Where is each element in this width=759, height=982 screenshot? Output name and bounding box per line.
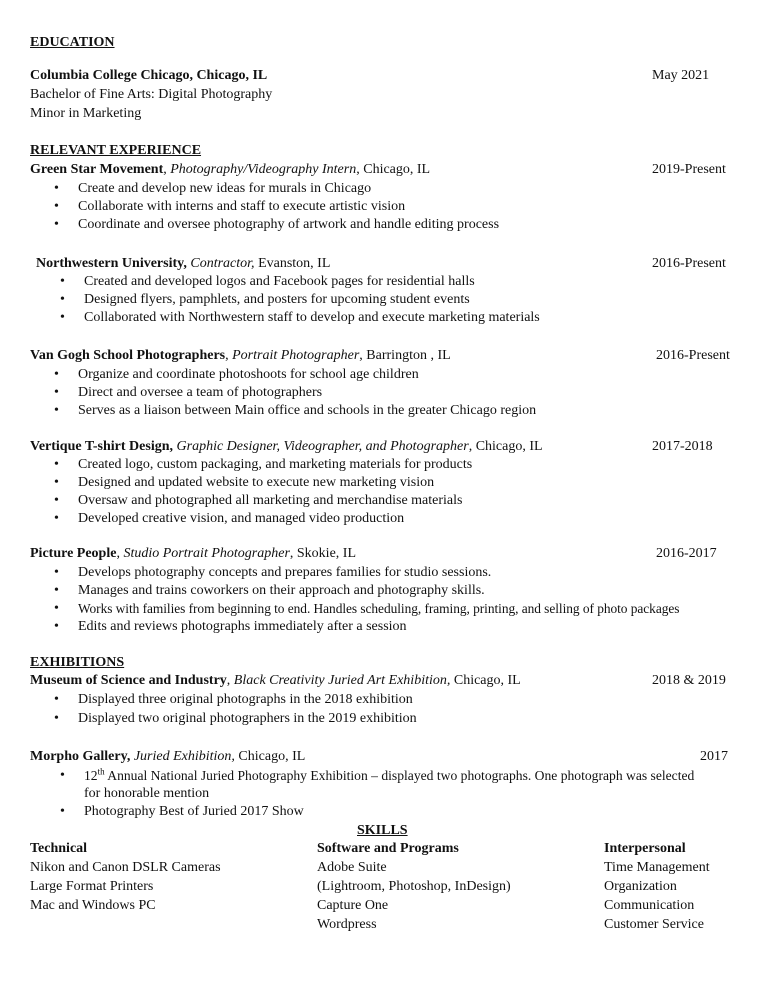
education-minor: Minor in Marketing [30, 106, 142, 121]
skills-item: Communication [604, 898, 695, 913]
skills-item: Organization [604, 879, 677, 894]
job-bullet: • Collaborated with Northwestern staff to develop and execute marketing materials [84, 309, 540, 327]
exhibition-location: Chicago, IL [450, 673, 521, 688]
job-header [30, 545, 356, 563]
job-location: , Barrington , IL [359, 348, 451, 363]
skills-item: (Lightroom, Photoshop, InDesign) [317, 879, 511, 894]
skills-item: Wordpress [317, 917, 377, 932]
skills-item: Large Format Printers [30, 879, 154, 894]
job-bullet: • Serves as a liaison between Main office and schools in the greater Chicago region [78, 402, 536, 420]
job-sep: , [116, 546, 124, 561]
exhibition-bullets [84, 767, 694, 821]
job-org: Picture People [30, 546, 117, 561]
job-header [30, 347, 451, 365]
job-header [30, 161, 430, 179]
job-bullet: • Designed flyers, pamphlets, and posters for upcoming student events [84, 291, 540, 309]
exhibition-bullet-text: Annual National Juried Photography Exhibition – displayed two photographs. One photograph was selected [104, 768, 695, 783]
job-location: Evanston, IL [254, 256, 331, 271]
job-bullets [84, 273, 540, 327]
job-bullet: • Developed creative vision, and managed video production [78, 510, 472, 528]
job-org: Northwestern University, [36, 256, 187, 271]
skills-item: Time Management [604, 860, 710, 875]
exhibition-date: 2017 [700, 749, 728, 764]
job-bullet: • Direct and oversee a team of photographers [78, 384, 536, 402]
exhibition-bullet-num: 12 [84, 768, 98, 783]
job-bullet: • Created logo, custom packaging, and marketing materials for products [78, 456, 472, 474]
exhibition-sep: , [226, 673, 234, 688]
exhibition-org: Museum of Science and Industry [30, 673, 227, 688]
job-bullet: • Works with families from beginning to end. Handles scheduling, framing, printing, and selling of photo packages [78, 600, 679, 618]
skills-column-title: Software and Programs [317, 841, 459, 856]
job-sep: , [225, 348, 233, 363]
skills-item: Mac and Windows PC [30, 898, 156, 913]
job-role: Portrait Photographer [232, 348, 360, 363]
job-bullet: • Created and developed logos and Facebook pages for residential halls [84, 273, 540, 291]
skills-column-title: Technical [30, 841, 88, 856]
exhibition-date: 2018 & 2019 [652, 673, 726, 688]
exhibition-bullet-continuation [84, 785, 694, 803]
job-bullets [78, 564, 679, 636]
job-sep: , [163, 162, 171, 177]
exhibition-bullet: • Displayed three original photographs in the 2018 exhibition [78, 691, 417, 710]
exhibition-header [30, 748, 305, 766]
job-bullet: • Oversaw and photographed all marketing and merchandise materials [78, 492, 472, 510]
job-date: 2019-Present [652, 162, 726, 177]
skills-item: Adobe Suite [317, 860, 387, 875]
job-bullet: • Manages and trains coworkers on their approach and photography skills. [78, 582, 679, 600]
education-date: May 2021 [652, 68, 710, 83]
exhibition-bullet-cont-text: for honorable mention [84, 786, 210, 801]
job-bullet: • Collaborate with interns and staff to execute artistic vision [78, 198, 499, 216]
job-bullets [78, 456, 472, 528]
job-org: Van Gogh School Photographers [30, 348, 226, 363]
skills-column-software [317, 840, 511, 935]
job-org: Vertique T-shirt Design, [30, 439, 174, 454]
job-location: , Chicago, IL [468, 439, 543, 454]
skills-item: Capture One [317, 898, 389, 913]
exhibition-role: Juried Exhibition, [133, 749, 235, 764]
job-bullet: • Create and develop new ideas for murals in Chicago [78, 180, 499, 198]
job-header [30, 438, 543, 456]
exhibition-bullet: • Displayed two original photographers in the 2019 exhibition [78, 710, 417, 729]
job-role: Graphic Designer, Videographer, and Photographer [176, 439, 469, 454]
job-header [36, 255, 330, 273]
skills-column-technical [30, 840, 221, 916]
experience-heading: RELEVANT EXPERIENCE [30, 143, 202, 158]
exhibition-org: Morpho Gallery, [30, 749, 131, 764]
job-org: Green Star Movement [30, 162, 164, 177]
exhibition-bullet-sup: th [97, 766, 105, 777]
exhibition-bullets [78, 691, 417, 729]
education-school: Columbia College Chicago, Chicago, IL [30, 68, 268, 83]
exhibition-header [30, 672, 521, 690]
job-bullet: • Coordinate and oversee photography of artwork and handle editing process [78, 216, 499, 234]
job-bullet: • Develops photography concepts and prepares families for studio sessions. [78, 564, 679, 582]
skills-heading: SKILLS [357, 823, 408, 838]
job-bullet: • Designed and updated website to execute new marketing vision [78, 474, 472, 492]
job-location: , Skokie, IL [289, 546, 356, 561]
job-date: 2016-Present [656, 348, 730, 363]
job-date: 2017-2018 [652, 439, 713, 454]
exhibitions-heading: EXHIBITIONS [30, 655, 125, 670]
exhibition-location: Chicago, IL [234, 749, 306, 764]
job-bullet: • Organize and coordinate photoshoots for school age children [78, 366, 536, 384]
skills-item: Customer Service [604, 917, 704, 932]
skills-column-interpersonal [604, 840, 710, 935]
job-bullet: • Edits and reviews photographs immediately after a session [78, 618, 679, 636]
job-date: 2016-Present [652, 256, 726, 271]
skills-item: Nikon and Canon DSLR Cameras [30, 860, 221, 875]
job-bullets [78, 366, 536, 420]
job-location: , Chicago, IL [356, 162, 431, 177]
job-role: Studio Portrait Photographer [123, 546, 290, 561]
exhibition-bullet [84, 767, 694, 785]
job-role: Photography/Videography Intern [170, 162, 357, 177]
exhibition-bullet: • Photography Best of Juried 2017 Show [84, 803, 694, 821]
job-role: Contractor, [190, 256, 255, 271]
skills-column-title: Interpersonal [604, 841, 686, 856]
exhibition-role: Black Creativity Juried Art Exhibition, [233, 673, 451, 688]
job-date: 2016-2017 [656, 546, 717, 561]
job-bullets [78, 180, 499, 234]
education-degree: Bachelor of Fine Arts: Digital Photography [30, 87, 273, 102]
education-heading: EDUCATION [30, 35, 115, 50]
